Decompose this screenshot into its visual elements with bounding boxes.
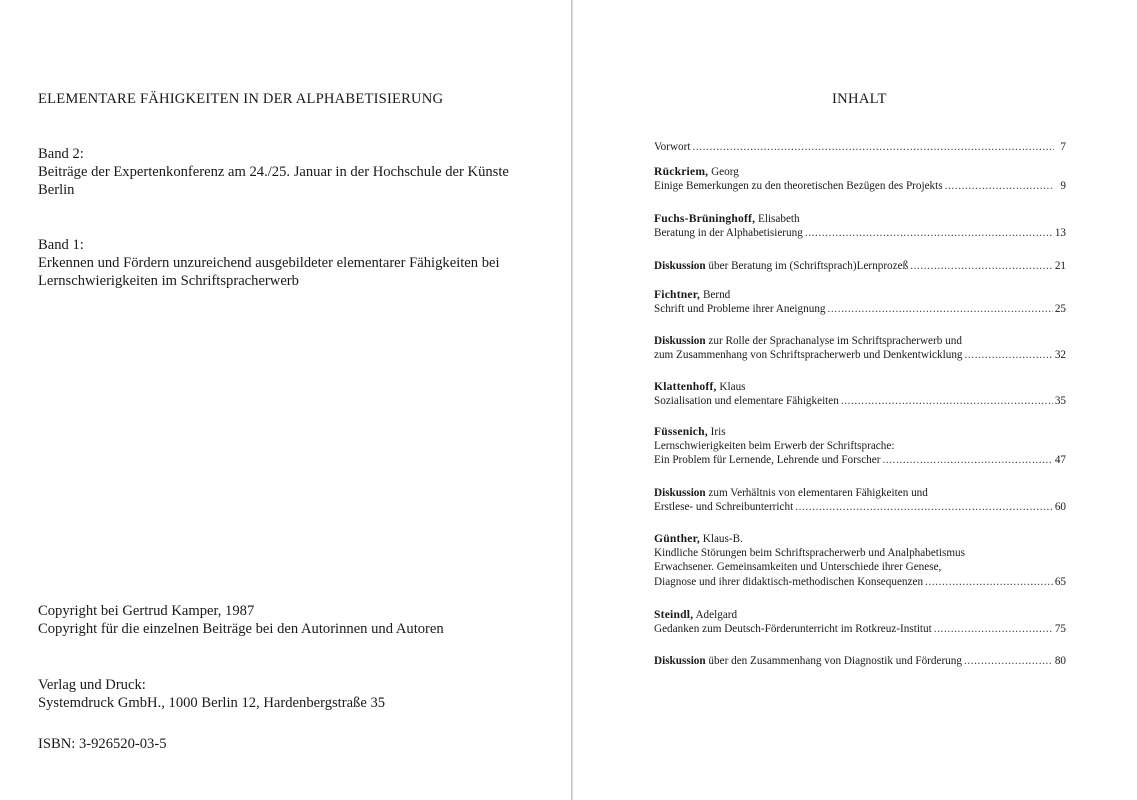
toc-author: Rückriem, Georg: [654, 165, 739, 178]
leader-dots: [925, 575, 1053, 589]
toc-entry-fichtner: [654, 288, 1066, 316]
toc-author: Fichtner, Bernd: [654, 288, 731, 301]
toc-entry-vorwort: [654, 140, 1066, 154]
toc-page-number: 65: [1054, 575, 1066, 588]
isbn: ISBN: 3-926520-03-5: [38, 736, 167, 752]
right-page: [574, 0, 1137, 800]
toc-author: Fuchs-Brüninghoff, Elisabeth: [654, 212, 800, 225]
toc-page-number: 13: [1054, 227, 1066, 240]
toc-page-number: 32: [1054, 349, 1066, 362]
toc-entry-fuchs: [654, 212, 1066, 240]
band-2-line-1: Beiträge der Expertenkonferenz am 24./25. Januar in der Hochschule der Künste: [38, 164, 509, 180]
copyright-block: [38, 602, 444, 638]
toc-entry-title: Schrift und Probleme ihrer Aneignung: [654, 303, 826, 316]
leader-dots: [945, 179, 1054, 193]
toc-entry-title: Gedanken zum Deutsch-Förderunterricht im Rotkreuz-Institut: [654, 623, 932, 636]
toc-author: Klattenhoff, Klaus: [654, 380, 746, 393]
toc-page-number: 80: [1054, 655, 1066, 667]
band-2-block: [38, 145, 509, 199]
toc-entry-title: Sozialisation und elementare Fähigkeiten: [654, 395, 839, 408]
toc-entry-title-cont: Ein Problem für Lernende, Lehrende und Forscher: [654, 454, 881, 467]
copyright-line-1: Copyright bei Gertrud Kamper, 1987: [38, 603, 255, 619]
publisher-label: Verlag und Druck:: [38, 677, 146, 693]
toc-title: INHALT: [832, 91, 887, 107]
toc-entry-diskussion-3: [654, 486, 1066, 514]
toc-page-number: 25: [1054, 303, 1066, 316]
band-1-line-1: Erkennen und Fördern unzureichend ausgebildeter elementarer Fähigkeiten bei: [38, 255, 500, 271]
toc-entry-diskussion-4: [654, 654, 1066, 668]
leader-dots: [828, 302, 1053, 316]
publisher-address: Systemdruck GmbH., 1000 Berlin 12, Hardenbergstraße 35: [38, 695, 386, 711]
toc-entry-title: Vorwort: [654, 141, 691, 153]
page-gutter: [571, 0, 573, 800]
toc-entry-title: Einige Bemerkungen zu den theoretischen Bezügen des Projekts: [654, 180, 943, 193]
toc-entry-title: Diskussion über Beratung im (Schriftsprach)Lernprozeß: [654, 260, 909, 272]
toc-entry-title: Diskussion zum Verhältnis von elementaren Fähigkeiten und: [654, 487, 928, 499]
toc-page-number: 7: [1060, 141, 1066, 153]
leader-dots: [692, 140, 1054, 154]
band-2-label: Band 2:: [38, 146, 84, 162]
toc-entry-rueckriem: [654, 165, 1066, 193]
toc-page-number: 75: [1054, 623, 1066, 636]
leader-dots: [795, 500, 1053, 514]
band-1-block: [38, 236, 500, 290]
leader-dots: [964, 654, 1053, 668]
leader-dots: [841, 394, 1053, 408]
toc-entry-steindl: [654, 608, 1066, 636]
toc-entry-diskussion-1: [654, 259, 1066, 273]
band-1-line-2: Lernschwierigkeiten im Schriftspracherwerb: [38, 273, 299, 289]
toc-entry-fuessenich: [654, 425, 1066, 468]
toc-entry-title-cont: Erstlese- und Schreibunterricht: [654, 501, 794, 514]
band-2-line-2: Berlin: [38, 182, 75, 198]
series-title: ELEMENTARE FÄHIGKEITEN IN DER ALPHABETISIERUNG: [38, 91, 444, 107]
leader-dots: [882, 453, 1052, 467]
toc-page-number: 60: [1054, 501, 1066, 514]
toc-entry-title-cont: Erwachsener. Gemeinsamkeiten und Unterschiede ihrer Genese,: [654, 561, 942, 574]
toc-entry-title-cont: zum Zusammenhang von Schriftspracherwerb und Denkentwicklung: [654, 349, 963, 362]
toc-page-number: 9: [1060, 180, 1066, 193]
toc-entry-title: Beratung in der Alphabetisierung: [654, 227, 803, 240]
toc-entry-title: Diskussion über den Zusammenhang von Diagnostik und Förderung: [654, 655, 962, 667]
toc-page-number: 35: [1054, 395, 1066, 408]
toc-entry-title: Lernschwierigkeiten beim Erwerb der Schriftsprache:: [654, 440, 895, 453]
toc-page-number: 47: [1054, 454, 1066, 467]
toc-entry-title: Kindliche Störungen beim Schriftspracherwerb und Analphabetismus: [654, 547, 966, 560]
band-1-label: Band 1:: [38, 237, 84, 253]
leader-dots: [805, 226, 1053, 240]
publisher-block: [38, 676, 385, 712]
toc-page-number: 21: [1054, 260, 1066, 272]
toc-author: Steindl, Adelgard: [654, 608, 738, 621]
leader-dots: [910, 259, 1053, 273]
leader-dots: [965, 348, 1053, 362]
toc-author: Füssenich, Iris: [654, 425, 726, 438]
toc-entry-title-cont: Diagnose und ihrer didaktisch-methodischen Konsequenzen: [654, 575, 924, 588]
toc-entry-title: Diskussion zur Rolle der Sprachanalyse im Schriftspracherwerb und: [654, 335, 962, 347]
toc-entry-diskussion-2: [654, 334, 1066, 362]
toc-entry-guenther: [654, 532, 1066, 589]
toc-author: Günther, Klaus-B.: [654, 532, 743, 545]
copyright-line-2: Copyright für die einzelnen Beiträge bei den Autorinnen und Autoren: [38, 621, 444, 637]
toc-entry-klattenhoff: [654, 380, 1066, 408]
leader-dots: [934, 622, 1053, 636]
